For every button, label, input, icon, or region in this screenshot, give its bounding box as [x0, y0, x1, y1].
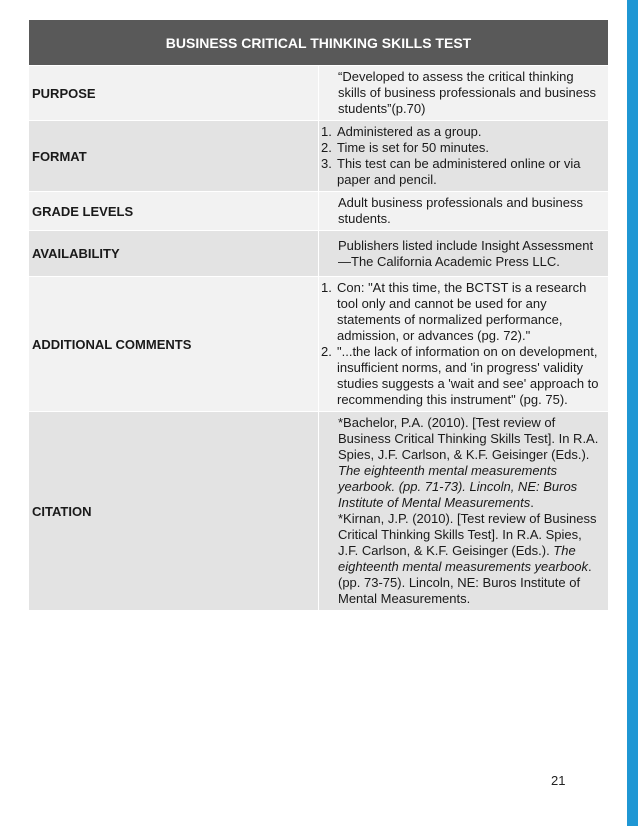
list-item: 2. "...the lack of information on on development, insufficient norms, and 'in progress' validity studies suggests a 'wait and see' approach to recommending this instrument" (pg. 75).: [321, 344, 599, 407]
comments-list: [321, 280, 604, 408]
purpose-value: “Developed to assess the critical thinking skills of business professionals and business students”(p.70): [319, 66, 609, 121]
format-value: [319, 121, 609, 192]
format-list: [321, 124, 604, 188]
purpose-row: [29, 66, 609, 121]
citation-row: [29, 412, 609, 611]
list-item: 2. Time is set for 50 minutes.: [321, 140, 489, 155]
test-info-table: [28, 19, 609, 611]
side-accent-bar: [627, 0, 638, 826]
additional-comments-row: [29, 277, 609, 412]
table-title: BUSINESS CRITICAL THINKING SKILLS TEST: [29, 20, 609, 66]
list-item: 1. Administered as a group.: [321, 124, 482, 139]
additional-comments-label: ADDITIONAL COMMENTS: [29, 277, 319, 412]
grade-levels-value: Adult business professionals and business students.: [319, 192, 609, 231]
purpose-label: PURPOSE: [29, 66, 319, 121]
grade-levels-row: [29, 192, 609, 231]
citation-entry: *Bachelor, P.A. (2010). [Test review of Business Critical Thinking Skills Test]. In R.A. Spies, J.F. Carlson, & K.F. Geisinger (Eds.). The eighteenth mental measurements yearbook. (pp. 71-73). Lincoln, NE: Buros Institute of Mental Measurements.: [338, 415, 599, 510]
citation-entry: *Kirnan, J.P. (2010). [Test review of Business Critical Thinking Skills Test]. In R.A. Spies, J.F. Carlson, & K.F. Geisinger (Eds.). The eighteenth mental measurements yearbook. (pp. 73-75). Lincoln, NE: Buros Institute of Mental Measurements.: [338, 511, 597, 606]
citation-label: CITATION: [29, 412, 319, 611]
format-row: [29, 121, 609, 192]
citation-value: [319, 412, 609, 611]
availability-label: AVAILABILITY: [29, 231, 319, 277]
table-title-row: [29, 20, 609, 66]
additional-comments-value: [319, 277, 609, 412]
availability-row: [29, 231, 609, 277]
list-item: 1. Con: "At this time, the BCTST is a research tool only and cannot be used for any statements of normalized performance, admission, or advances (pg. 72).": [321, 280, 587, 343]
page-number: 21: [551, 773, 566, 788]
format-label: FORMAT: [29, 121, 319, 192]
grade-levels-label: GRADE LEVELS: [29, 192, 319, 231]
list-item: 3. This test can be administered online or via paper and pencil.: [321, 156, 581, 187]
availability-value: Publishers listed include Insight Assessment—The California Academic Press LLC.: [319, 231, 609, 277]
